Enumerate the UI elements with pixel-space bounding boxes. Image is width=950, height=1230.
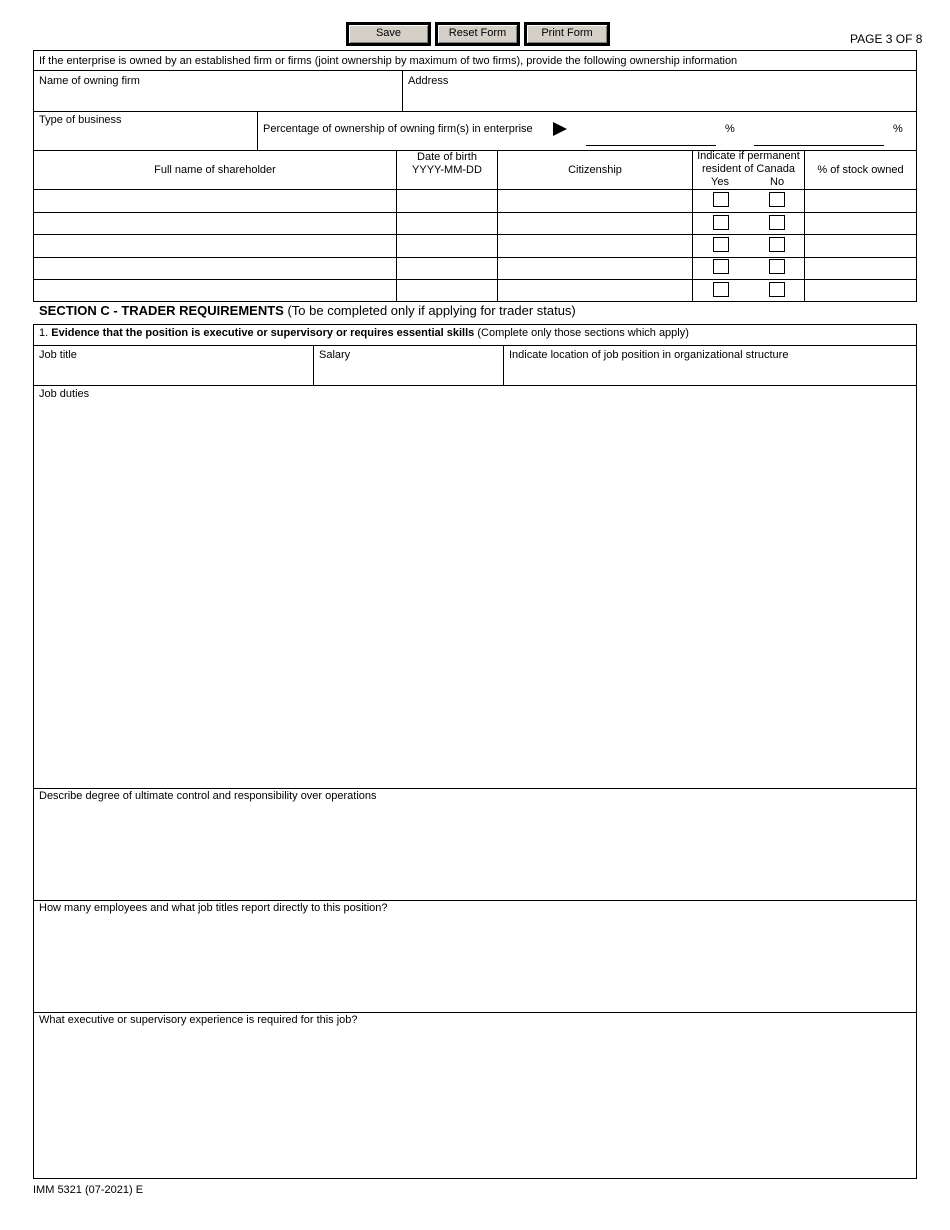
- location-label: Indicate location of job position in organizational structure: [509, 349, 789, 361]
- percent-sign-1: %: [725, 123, 735, 135]
- type-of-business-input[interactable]: [35, 127, 255, 149]
- percent-sign-2: %: [893, 123, 903, 135]
- shareholder-name-input[interactable]: [35, 236, 395, 256]
- pr-no-checkbox[interactable]: [769, 192, 785, 207]
- save-button[interactable]: Save: [348, 24, 429, 44]
- shareholder-citizenship-input[interactable]: [499, 259, 691, 278]
- shareholder-dob-input[interactable]: [398, 191, 496, 211]
- reset-form-button[interactable]: Reset Form: [437, 24, 518, 44]
- experience-label: What executive or supervisory experience is required for this job?: [39, 1014, 358, 1026]
- employees-label: How many employees and what job titles report directly to this position?: [39, 902, 388, 914]
- shareholder-dob-input[interactable]: [398, 214, 496, 233]
- shareholder-citizenship-input[interactable]: [499, 236, 691, 256]
- col-permanent-resident: [693, 150, 804, 176]
- experience-textarea[interactable]: [35, 1028, 915, 1176]
- job-duties-textarea[interactable]: [35, 402, 915, 786]
- col-full-name: Full name of shareholder: [154, 164, 276, 176]
- col-dob-line1: Date of birth: [417, 151, 477, 163]
- shareholder-dob-input[interactable]: [398, 281, 496, 301]
- percentage-input-1[interactable]: [586, 118, 716, 144]
- pr-no-checkbox[interactable]: [769, 259, 785, 274]
- job-duties-label: Job duties: [39, 388, 90, 400]
- arrow-right-icon: [553, 122, 567, 136]
- shareholder-dob-input[interactable]: [398, 259, 496, 278]
- page-indicator: PAGE 3 OF 8: [850, 32, 923, 46]
- percentage-input-2[interactable]: [754, 118, 884, 144]
- pr-yes-checkbox[interactable]: [713, 259, 729, 274]
- pr-yes-checkbox[interactable]: [713, 282, 729, 297]
- salary-input[interactable]: [315, 362, 501, 384]
- stock-owned-input[interactable]: [806, 281, 915, 301]
- col-stock-owned: % of stock owned: [817, 164, 904, 176]
- col-no: No: [770, 176, 785, 188]
- control-label: Describe degree of ultimate control and responsibility over operations: [39, 790, 377, 802]
- section-c-title: [39, 303, 576, 318]
- form-code: IMM 5321 (07-2021) E: [33, 1184, 144, 1196]
- col-pr-line2: resident of Canada: [702, 163, 795, 175]
- col-citizenship: Citizenship: [568, 164, 622, 176]
- control-textarea[interactable]: [35, 804, 915, 898]
- pr-no-checkbox[interactable]: [769, 237, 785, 252]
- col-dob-line2: YYYY-MM-DD: [412, 164, 482, 176]
- pr-no-checkbox[interactable]: [769, 215, 785, 230]
- location-input[interactable]: [505, 362, 915, 384]
- stock-owned-input[interactable]: [806, 236, 915, 256]
- col-yes: Yes: [711, 176, 729, 188]
- pr-no-checkbox[interactable]: [769, 282, 785, 297]
- q1-heading: [39, 327, 689, 339]
- employees-textarea[interactable]: [35, 916, 915, 1010]
- salary-label: Salary: [319, 349, 351, 361]
- job-title-label: Job title: [39, 349, 77, 361]
- stock-owned-input[interactable]: [806, 191, 915, 211]
- address-input[interactable]: [405, 88, 915, 110]
- q1-number: 1.: [39, 327, 52, 339]
- col-dob: [397, 151, 497, 177]
- q1-bold: Evidence that the position is executive or supervisory or requires essential skills: [51, 327, 475, 339]
- section-c-title-bold: SECTION C - TRADER REQUIREMENTS: [39, 303, 284, 318]
- shareholder-name-input[interactable]: [35, 281, 395, 301]
- address-label: Address: [408, 75, 449, 87]
- section-c-title-rest: (To be completed only if applying for trader status): [283, 303, 576, 318]
- q1-rest: (Complete only those sections which apply): [474, 327, 689, 339]
- stock-owned-input[interactable]: [806, 214, 915, 233]
- shareholder-name-input[interactable]: [35, 259, 395, 278]
- job-title-input[interactable]: [35, 362, 311, 384]
- pr-yes-checkbox[interactable]: [713, 192, 729, 207]
- shareholder-name-input[interactable]: [35, 214, 395, 233]
- pr-yes-checkbox[interactable]: [713, 215, 729, 230]
- shareholder-citizenship-input[interactable]: [499, 214, 691, 233]
- shareholder-name-input[interactable]: [35, 191, 395, 211]
- type-of-business-label: Type of business: [39, 114, 122, 126]
- owning-firm-label: Name of owning firm: [39, 75, 140, 87]
- shareholder-citizenship-input[interactable]: [499, 191, 691, 211]
- owning-firm-input[interactable]: [35, 88, 400, 110]
- percentage-label: Percentage of ownership of owning firm(s) in enterprise: [263, 123, 533, 135]
- shareholder-dob-input[interactable]: [398, 236, 496, 256]
- ownership-intro: If the enterprise is owned by an established firm or firms (joint ownership by maximum of two firms), provide the following ownership information: [39, 55, 738, 67]
- col-pr-line1: Indicate if permanent: [697, 150, 800, 162]
- print-form-button[interactable]: Print Form: [526, 24, 608, 44]
- stock-owned-input[interactable]: [806, 259, 915, 278]
- shareholder-citizenship-input[interactable]: [499, 281, 691, 301]
- pr-yes-checkbox[interactable]: [713, 237, 729, 252]
